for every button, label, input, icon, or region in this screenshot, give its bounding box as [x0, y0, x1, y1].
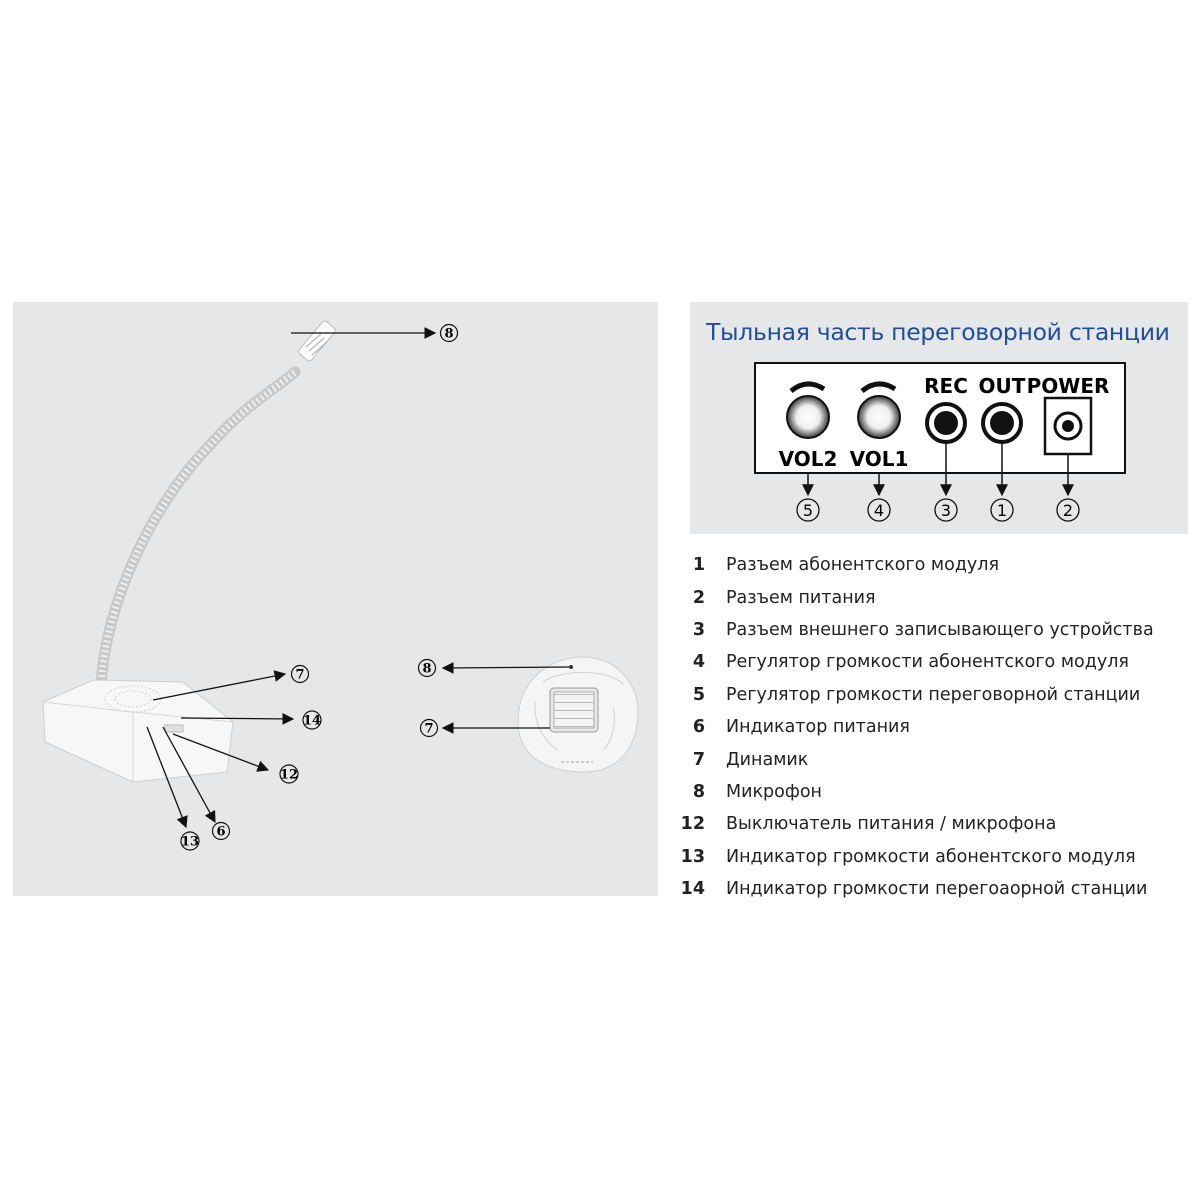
legend-item: [680, 776, 1195, 808]
out-label: OUT: [978, 374, 1026, 398]
power-label: POWER: [1026, 374, 1110, 398]
rec-jack: [927, 404, 965, 442]
legend-text: Индикатор громкости абонентского модуля: [726, 846, 1136, 867]
legend-number: 5: [692, 684, 705, 705]
legend-item: [680, 873, 1195, 905]
svg-text:1: 1: [996, 501, 1008, 520]
device-base: [43, 680, 233, 782]
legend-text: Разъем внешнего записывающего устройства: [726, 619, 1154, 640]
callout-13: [181, 832, 199, 850]
rec-label: REC: [924, 374, 968, 398]
legend-item: [680, 743, 1195, 775]
callout-8: [441, 325, 458, 342]
legend-item: [680, 581, 1195, 613]
svg-text:5: 5: [802, 501, 814, 520]
svg-text:14: 14: [302, 713, 322, 729]
device-drawing: [13, 302, 658, 896]
rear-panel-title: Тыльная часть переговорной станции: [706, 318, 1170, 346]
legend-number: 3: [692, 619, 705, 640]
legend-text: Разъем питания: [726, 587, 876, 608]
vol2-label: VOL2: [778, 447, 838, 471]
callout-14: [303, 711, 321, 729]
legend-item: [680, 808, 1195, 840]
legend-text: Выключатель питания / микрофона: [726, 814, 1057, 835]
port-number-4: [868, 499, 890, 521]
svg-text:7: 7: [424, 721, 434, 737]
svg-text:2: 2: [1062, 501, 1074, 520]
component-legend: [680, 549, 1195, 905]
port-number-2: [1057, 499, 1079, 521]
side-callout-7: [421, 720, 438, 737]
device-illustration-panel: [13, 302, 658, 896]
legend-number: 6: [692, 717, 705, 738]
out-jack: [983, 404, 1021, 442]
rear-panel-section: [690, 302, 1188, 534]
legend-text: Регулятор громкости переговорной станции: [726, 684, 1141, 705]
legend-item: [680, 614, 1195, 646]
callout-12: [280, 765, 298, 783]
legend-text: Разъем абонентского модуля: [726, 555, 999, 576]
legend-number: 13: [680, 846, 705, 867]
svg-text:4: 4: [873, 501, 885, 520]
gooseneck: [101, 372, 295, 687]
svg-text:6: 6: [216, 824, 226, 840]
device-top-view: [518, 657, 638, 772]
rear-panel-drawing: [690, 302, 1188, 534]
svg-text:7: 7: [295, 667, 305, 683]
port-number-1: [991, 499, 1013, 521]
svg-text:3: 3: [940, 501, 952, 520]
svg-text:8: 8: [444, 326, 454, 342]
legend-number: 7: [692, 749, 705, 770]
svg-text:13: 13: [180, 834, 200, 850]
port-number-5: [797, 499, 819, 521]
legend-item: [680, 841, 1195, 873]
legend-number: 4: [692, 652, 705, 673]
legend-text: Индикатор питания: [726, 717, 910, 738]
legend-item: [680, 679, 1195, 711]
legend-number: 12: [680, 814, 705, 835]
legend-number: 2: [692, 587, 705, 608]
legend-item: [680, 711, 1195, 743]
legend-item: [680, 549, 1195, 581]
microphone-head: [297, 320, 336, 362]
legend-text: Регулятор громкости абонентского модуля: [726, 652, 1129, 673]
legend-number: 1: [692, 555, 705, 576]
svg-text:12: 12: [279, 767, 299, 783]
side-callout-8: [419, 660, 436, 677]
legend-number: 8: [692, 781, 705, 802]
vol1-label: VOL1: [849, 447, 909, 471]
power-jack: [1045, 398, 1091, 454]
legend-text: Динамик: [726, 749, 809, 770]
legend-number: 14: [680, 879, 705, 900]
legend-text: Микрофон: [726, 781, 822, 802]
callout-6: [213, 823, 230, 840]
port-number-3: [935, 499, 957, 521]
legend-text: Индикатор громкости перегоаорной станции: [726, 879, 1148, 900]
legend-item: [680, 646, 1195, 678]
svg-text:8: 8: [422, 661, 432, 677]
callout-7: [292, 666, 309, 683]
